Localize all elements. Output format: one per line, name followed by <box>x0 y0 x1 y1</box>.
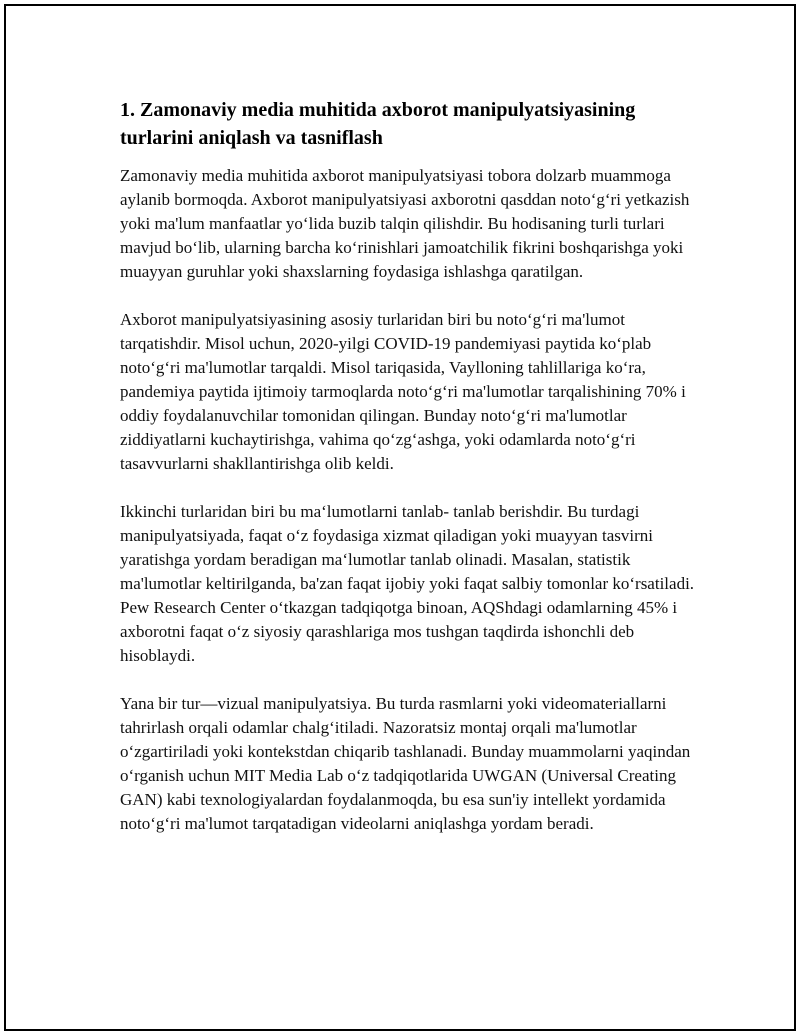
paragraph-misinformation: Axborot manipulyatsiyasining asosiy turlaridan biri bu noto‘g‘ri ma'lumot tarqatishdir. Misol uchun, 2020-yilgi COVID-19 pandemiyasi paytida ko‘plab noto‘g‘ri ma'lumotlar tarqaldi. Misol tariqasida, Vaylloning tahlillariga ko‘ra, pandemiya paytida ijtimoiy tarmoqlarda noto‘g‘ri ma'lumotlar tarqalishining 70% i oddiy foydalanuvchilar tomonidan qilingan. Bunday noto‘g‘ri ma'lumotlar ziddiyatlarni kuchaytirishga, vahima qo‘zg‘ashga, yoki odamlarda noto‘g‘ri tasavvurlarni shakllantirishga olib keldi. <box>120 310 686 473</box>
paragraph-visual-manipulation: Yana bir tur—vizual manipulyatsiya. Bu turda rasmlarni yoki videomateriallarni tahrirlash orqali odamlar chalg‘itiladi. Nazoratsiz montaj orqali ma'lumotlar o‘zgartiriladi yoki kontekstdan chiqarib tashlanadi. Bunday muammolarni yaqindan o‘rganish uchun MIT Media Lab o‘z tadqiqotlarida UWGAN (Universal Creating GAN) kabi texnologiyalardan foydalanmoqda, bu esa sun'iy intellekt yordamida noto‘g‘ri ma'lumot tarqatadigan videolarni aniqlashga yordam beradi. <box>120 694 691 833</box>
document-body <box>120 96 700 860</box>
paragraph-selective-data: Ikkinchi turlaridan biri bu ma‘lumotlarni tanlab- tanlab berishdir. Bu turdagi manipulyatsiyada, faqat o‘z foydasiga xizmat qiladigan yoki muayyan tasvirni yaratishga yordam beradigan ma‘lumotlar tanlab olinadi. Masalan, statistik ma'lumotlar keltirilganda, ba'zan faqat ijobiy yoki faqat salbiy tomonlar ko‘rsatiladi. Pew Research Center o‘tkazgan tadqiqotga binoan, AQShdagi odamlarning 45% i axborotni faqat o‘z siyosiy qarashlariga mos tushgan taqdirda ishonchli deb hisoblaydi. <box>120 502 695 665</box>
page-frame <box>4 4 796 1031</box>
paragraph-intro: Zamonaviy media muhitida axborot manipulyatsiyasi tobora dolzarb muammoga aylanib bormoqda. Axborot manipulyatsiyasi axborotni qasddan noto‘g‘ri yetkazish yoki ma'lum manfaatlar yo‘lida buzib talqin qilishdir. Bu hodisaning turli turlari mavjud bo‘lib, ularning barcha ko‘rinishlari jamoatchilik fikrini boshqarishga yoki muayyan guruhlar yoki shaxslarning foydasiga ishlashga qaratilgan. <box>120 166 690 281</box>
section-heading: 1. Zamonaviy media muhitida axborot manipulyatsiyasining turlarini aniqlash va tasniflash <box>120 99 636 149</box>
